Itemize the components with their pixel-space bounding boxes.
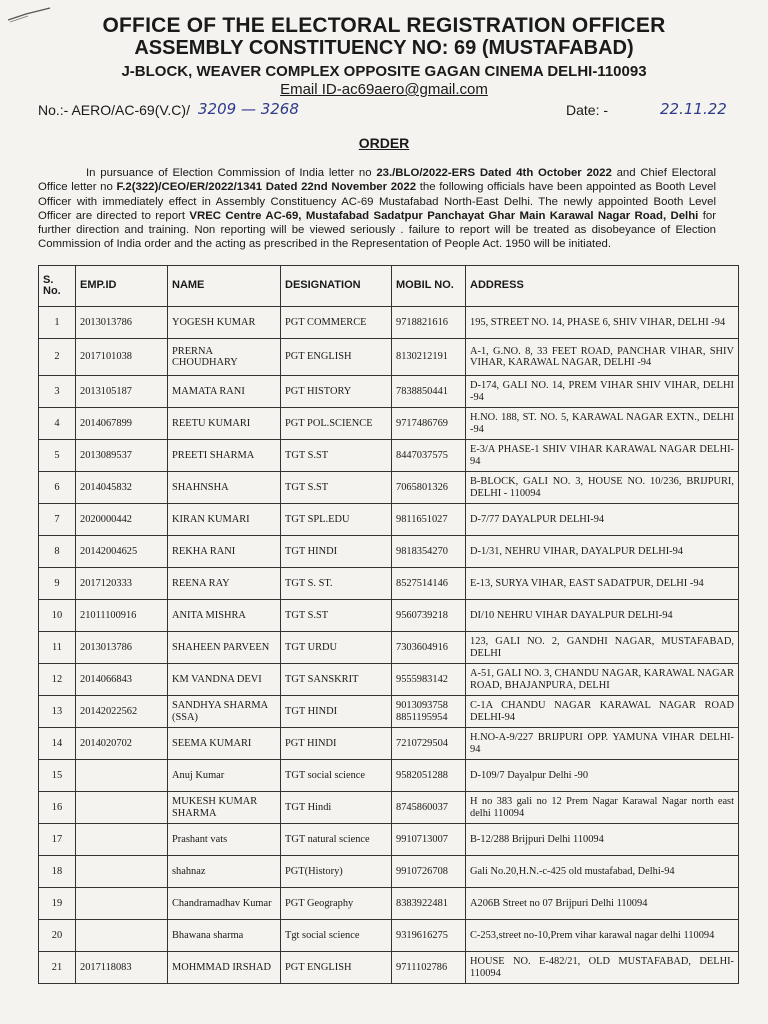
letterhead [0,14,768,99]
cell-emp-id: 2017101038 [76,339,168,376]
cell-name: PREETI SHARMA [168,440,281,472]
col-header-mobile: MOBIL NO. [392,266,466,307]
table-row [39,952,739,984]
cell-emp-id: 2014067899 [76,408,168,440]
table-header-row [39,266,739,307]
cell-emp-id [76,888,168,920]
table-row [39,792,739,824]
cell-name: SEEMA KUMARI [168,728,281,760]
cell-emp-id: 21011100916 [76,600,168,632]
reference-number-label: No.:- AERO/AC-69(V.C)/ [38,102,190,118]
cell-sno: 21 [39,952,76,984]
table-row [39,536,739,568]
cell-name: REENA RAY [168,568,281,600]
cell-emp-id: 2017118083 [76,952,168,984]
cell-emp-id [76,792,168,824]
cell-designation: TGT HINDI [281,536,392,568]
cell-sno: 14 [39,728,76,760]
table-row [39,600,739,632]
cell-address: H.NO-A-9/227 BRIJPURI OPP. YAMUNA VIHAR DELHI-94 [466,728,739,760]
cell-mobile: 8130212191 [392,339,466,376]
order-text-4: for further direction and training. Non reporting will be viewed seriously . failure to report will be treated as disobeyance of Election Commission of India order and the acting as prescribed in the Representation of People Act. 1950 will be initiated. [38,209,716,251]
cell-designation: TGT natural science [281,824,392,856]
cell-designation: TGT S. ST. [281,568,392,600]
cell-emp-id [76,824,168,856]
ceo-letter-ref: F.2(322)/CEO/ER/2022/1341 Dated 22nd November 2022 [116,181,417,194]
cell-mobile: 9582051288 [392,760,466,792]
cell-mobile: 7210729504 [392,728,466,760]
cell-address: E-3/A PHASE-1 SHIV VIHAR KARAWAL NAGAR DELHI-94 [466,440,739,472]
cell-sno: 16 [39,792,76,824]
col-header-empid: EMP.ID [76,266,168,307]
cell-sno: 15 [39,760,76,792]
cell-mobile: 9910726708 [392,856,466,888]
cell-name: YOGESH KUMAR [168,307,281,339]
cell-mobile: 9013093758 8851195954 [392,696,466,728]
cell-emp-id: 2013013786 [76,632,168,664]
cell-mobile: 7303604916 [392,632,466,664]
cell-address: 195, STREET NO. 14, PHASE 6, SHIV VIHAR, DELHI -94 [466,307,739,339]
cell-sno: 4 [39,408,76,440]
cell-mobile: 9711102786 [392,952,466,984]
cell-emp-id [76,920,168,952]
cell-address: C-1A CHANDU NAGAR KARAWAL NAGAR ROAD DELHI-94 [466,696,739,728]
cell-name: shahnaz [168,856,281,888]
col-header-sno: S. No. [39,266,76,307]
table-row [39,568,739,600]
cell-emp-id [76,760,168,792]
cell-designation: PGT COMMERCE [281,307,392,339]
cell-designation: TGT SPL.EDU [281,504,392,536]
cell-mobile: 9555983142 [392,664,466,696]
cell-name: SHAHNSHA [168,472,281,504]
cell-mobile: 8383922481 [392,888,466,920]
table-row [39,339,739,376]
cell-designation: PGT HINDI [281,728,392,760]
cell-name: MOHMMAD IRSHAD [168,952,281,984]
col-header-address: ADDRESS [466,266,739,307]
cell-emp-id: 2014066843 [76,664,168,696]
order-text-2: and Chief Electoral Office letter no [38,167,716,194]
cell-sno: 9 [39,568,76,600]
pen-mark-icon [6,6,52,24]
cell-sno: 5 [39,440,76,472]
cell-address: B-BLOCK, GALI NO. 3, HOUSE NO. 10/236, BRIJPURI, DELHI - 110094 [466,472,739,504]
cell-name: MAMATA RANI [168,376,281,408]
office-email[interactable]: Email ID-ac69aero@gmail.com [280,81,488,98]
cell-sno: 12 [39,664,76,696]
cell-address: D-174, GALI NO. 14, PREM VIHAR SHIV VIHAR, DELHI -94 [466,376,739,408]
cell-designation: PGT ENGLISH [281,952,392,984]
cell-designation: TGT social science [281,760,392,792]
cell-sno: 8 [39,536,76,568]
cell-mobile: 8745860037 [392,792,466,824]
cell-designation: TGT SANSKRIT [281,664,392,696]
cell-address: DI/10 NEHRU VIHAR DAYALPUR DELHI-94 [466,600,739,632]
cell-emp-id: 2013089537 [76,440,168,472]
cell-address: E-13, SURYA VIHAR, EAST SADATPUR, DELHI -94 [466,568,739,600]
table-body [39,307,739,984]
cell-address: H.NO. 188, ST. NO. 5, KARAWAL NAGAR EXTN., DELHI -94 [466,408,739,440]
table-row [39,920,739,952]
order-text-3: the following officials have been appointed as Booth Level Officer with immediately effect in Assembly Constituency AC-69 Mustafabad North-East Delhi. The newly appointed Booth Level Officer are directed to report [38,181,716,222]
cell-name: REETU KUMARI [168,408,281,440]
cell-address: H no 383 gali no 12 Prem Nagar Karawal Nagar north east delhi 110094 [466,792,739,824]
cell-name: Anuj Kumar [168,760,281,792]
cell-designation: Tgt social science [281,920,392,952]
cell-designation: TGT URDU [281,632,392,664]
cell-sno: 3 [39,376,76,408]
office-title: OFFICE OF THE ELECTORAL REGISTRATION OFFICER [102,14,666,37]
cell-name: KIRAN KUMARI [168,504,281,536]
cell-sno: 20 [39,920,76,952]
cell-mobile: 9717486769 [392,408,466,440]
cell-sno: 2 [39,339,76,376]
table-row [39,504,739,536]
cell-mobile: 9910713007 [392,824,466,856]
cell-mobile: 9718821616 [392,307,466,339]
constituency-title: ASSEMBLY CONSTITUENCY NO: 69 (MUSTAFABAD) [134,37,634,59]
ec-letter-ref: 23./BLO/2022-ERS Dated 4th October 2022 [376,167,612,179]
cell-sno: 19 [39,888,76,920]
cell-sno: 13 [39,696,76,728]
table-row [39,728,739,760]
cell-name: Prashant vats [168,824,281,856]
cell-address: D-7/77 DAYALPUR DELHI-94 [466,504,739,536]
cell-name: ANITA MISHRA [168,600,281,632]
cell-sno: 11 [39,632,76,664]
cell-address: 123, GALI NO. 2, GANDHI NAGAR, MUSTAFABAD, DELHI [466,632,739,664]
table-row [39,760,739,792]
cell-emp-id: 20142022562 [76,696,168,728]
cell-address: A206B Street no 07 Brijpuri Delhi 110094 [466,888,739,920]
table-row [39,472,739,504]
cell-designation: TGT Hindi [281,792,392,824]
cell-mobile: 9319616275 [392,920,466,952]
cell-name: REKHA RANI [168,536,281,568]
cell-designation: PGT HISTORY [281,376,392,408]
cell-name: PRERNA CHOUDHARY [168,339,281,376]
col-header-designation: DESIGNATION [281,266,392,307]
cell-emp-id: 2013105187 [76,376,168,408]
table-row [39,696,739,728]
table-row [39,824,739,856]
cell-sno: 10 [39,600,76,632]
cell-address: D-1/31, NEHRU VIHAR, DAYALPUR DELHI-94 [466,536,739,568]
cell-address: B-12/288 Brijpuri Delhi 110094 [466,824,739,856]
order-text-1: In pursuance of Election Commission of India letter no [86,167,377,179]
cell-sno: 1 [39,307,76,339]
cell-mobile: 7065801326 [392,472,466,504]
cell-address: C-253,street no-10,Prem vihar karawal nagar delhi 110094 [466,920,739,952]
table-row [39,307,739,339]
cell-designation: PGT(History) [281,856,392,888]
date-handwritten: 22.11.22 [660,100,727,118]
cell-address: Gali No.20,H.N.-c-425 old mustafabad, Delhi-94 [466,856,739,888]
cell-sno: 6 [39,472,76,504]
cell-mobile: 9811651027 [392,504,466,536]
cell-name: MUKESH KUMAR SHARMA [168,792,281,824]
cell-name: Chandramadhav Kumar [168,888,281,920]
table-row [39,888,739,920]
order-title: ORDER [358,135,410,151]
cell-emp-id: 20142004625 [76,536,168,568]
col-header-name: NAME [168,266,281,307]
cell-mobile: 9818354270 [392,536,466,568]
cell-designation: PGT POL.SCIENCE [281,408,392,440]
blo-table [38,265,739,984]
cell-mobile: 9560739218 [392,600,466,632]
table-row [39,664,739,696]
reporting-venue: VREC Centre AC-69, Mustafabad Sadatpur Panchayat Ghar Main Karawal Nagar Road, Delhi [189,209,699,222]
cell-emp-id [76,856,168,888]
cell-address: D-109/7 Dayalpur Delhi -90 [466,760,739,792]
cell-emp-id: 2017120333 [76,568,168,600]
cell-sno: 17 [39,824,76,856]
cell-address: A-51, GALI NO. 3, CHANDU NAGAR, KARAWAL NAGAR ROAD, BHAJANPURA, DELHI [466,664,739,696]
table-row [39,856,739,888]
cell-designation: TGT S.ST [281,600,392,632]
order-paragraph [38,166,716,252]
cell-mobile: 8447037575 [392,440,466,472]
office-address: J-BLOCK, WEAVER COMPLEX OPPOSITE GAGAN CINEMA DELHI-110093 [121,63,647,80]
reference-row [38,98,727,120]
table-row [39,376,739,408]
reference-number-handwritten: 3209 — 3268 [198,100,299,118]
cell-sno: 7 [39,504,76,536]
cell-emp-id: 2013013786 [76,307,168,339]
cell-name: Bhawana sharma [168,920,281,952]
cell-address: HOUSE NO. E-482/21, OLD MUSTAFABAD, DELHI-110094 [466,952,739,984]
cell-designation: TGT S.ST [281,440,392,472]
cell-emp-id: 2014045832 [76,472,168,504]
cell-emp-id: 2020000442 [76,504,168,536]
date-label: Date: - [566,102,609,118]
cell-name: SHAHEEN PARVEEN [168,632,281,664]
cell-designation: PGT Geography [281,888,392,920]
cell-designation: TGT S.ST [281,472,392,504]
cell-name: KM VANDNA DEVI [168,664,281,696]
cell-designation: PGT ENGLISH [281,339,392,376]
table-row [39,440,739,472]
cell-sno: 18 [39,856,76,888]
cell-emp-id: 2014020702 [76,728,168,760]
cell-name: SANDHYA SHARMA (SSA) [168,696,281,728]
cell-mobile: 7838850441 [392,376,466,408]
table-row [39,408,739,440]
table-row [39,632,739,664]
cell-mobile: 8527514146 [392,568,466,600]
cell-designation: TGT HINDI [281,696,392,728]
cell-address: A-1, G.NO. 8, 33 FEET ROAD, PANCHAR VIHAR, SHIV VIHAR, KARAWAL NAGAR, DELHI -94 [466,339,739,376]
